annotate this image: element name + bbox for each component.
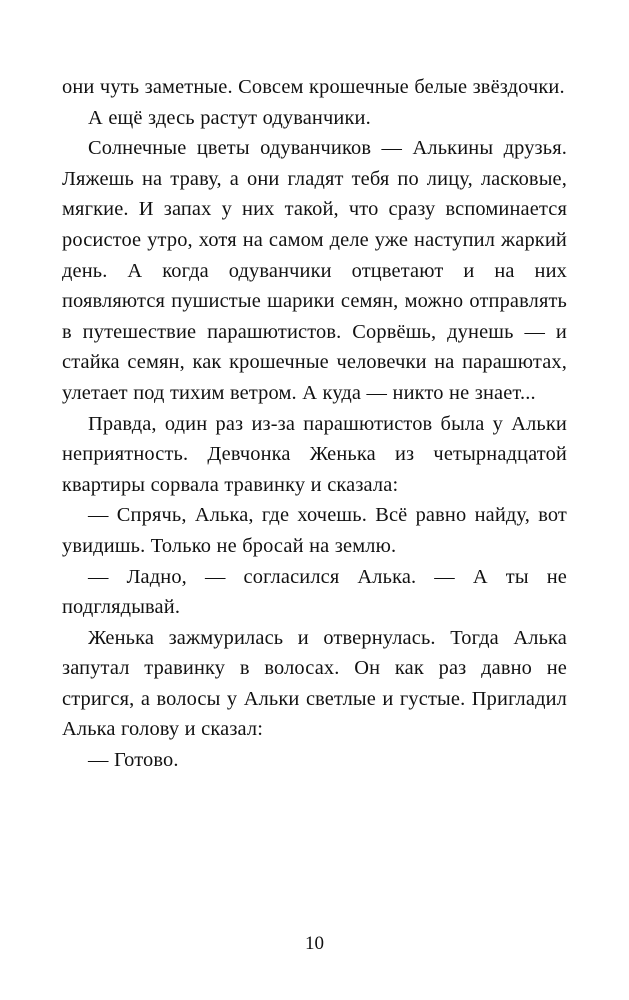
paragraph: — Спрячь, Алька, где хочешь. Всё равно найду, вот увидишь. Только не бросай на землю. <box>62 504 567 557</box>
paragraph: А ещё здесь растут одуванчики. <box>88 106 371 129</box>
paragraph: Солнечные цветы одуванчиков — Алькины друзья. Ляжешь на траву, а они гладят тебя по лицу, ласковые, мягкие. И запах у них такой, что сразу вспоминается росистое утро, хотя на самом деле уже наступил жаркий день. А когда одуванчики отцветают и на них появляются пушистые шарики семян, можно отправлять в путешествие парашютистов. Сорвёшь, дунешь — и стайка семян, как крошечные человечки на парашютах, улетает под тихим ветром. А куда — никто не знает... <box>62 137 567 404</box>
paragraph: Правда, один раз из-за парашютистов была у Альки неприятность. Девчонка Женька из четырнадцатой квартиры сорвала травинку и сказала: <box>62 412 567 496</box>
body-text <box>62 72 567 776</box>
page-number: 10 <box>305 933 324 954</box>
paragraph: — Готово. <box>88 749 179 772</box>
paragraph: — Ладно, — согласился Алька. — А ты не подглядывай. <box>62 565 567 619</box>
paragraph: Женька зажмурилась и отвернулась. Тогда Алька запутал травинку в волосах. Он как раз давно не стригся, а волосы у Альки светлые и густые. Пригладил Алька голову и сказал: <box>62 626 567 741</box>
paragraph: они чуть заметные. Совсем крошечные белые звёздочки. <box>62 76 565 98</box>
